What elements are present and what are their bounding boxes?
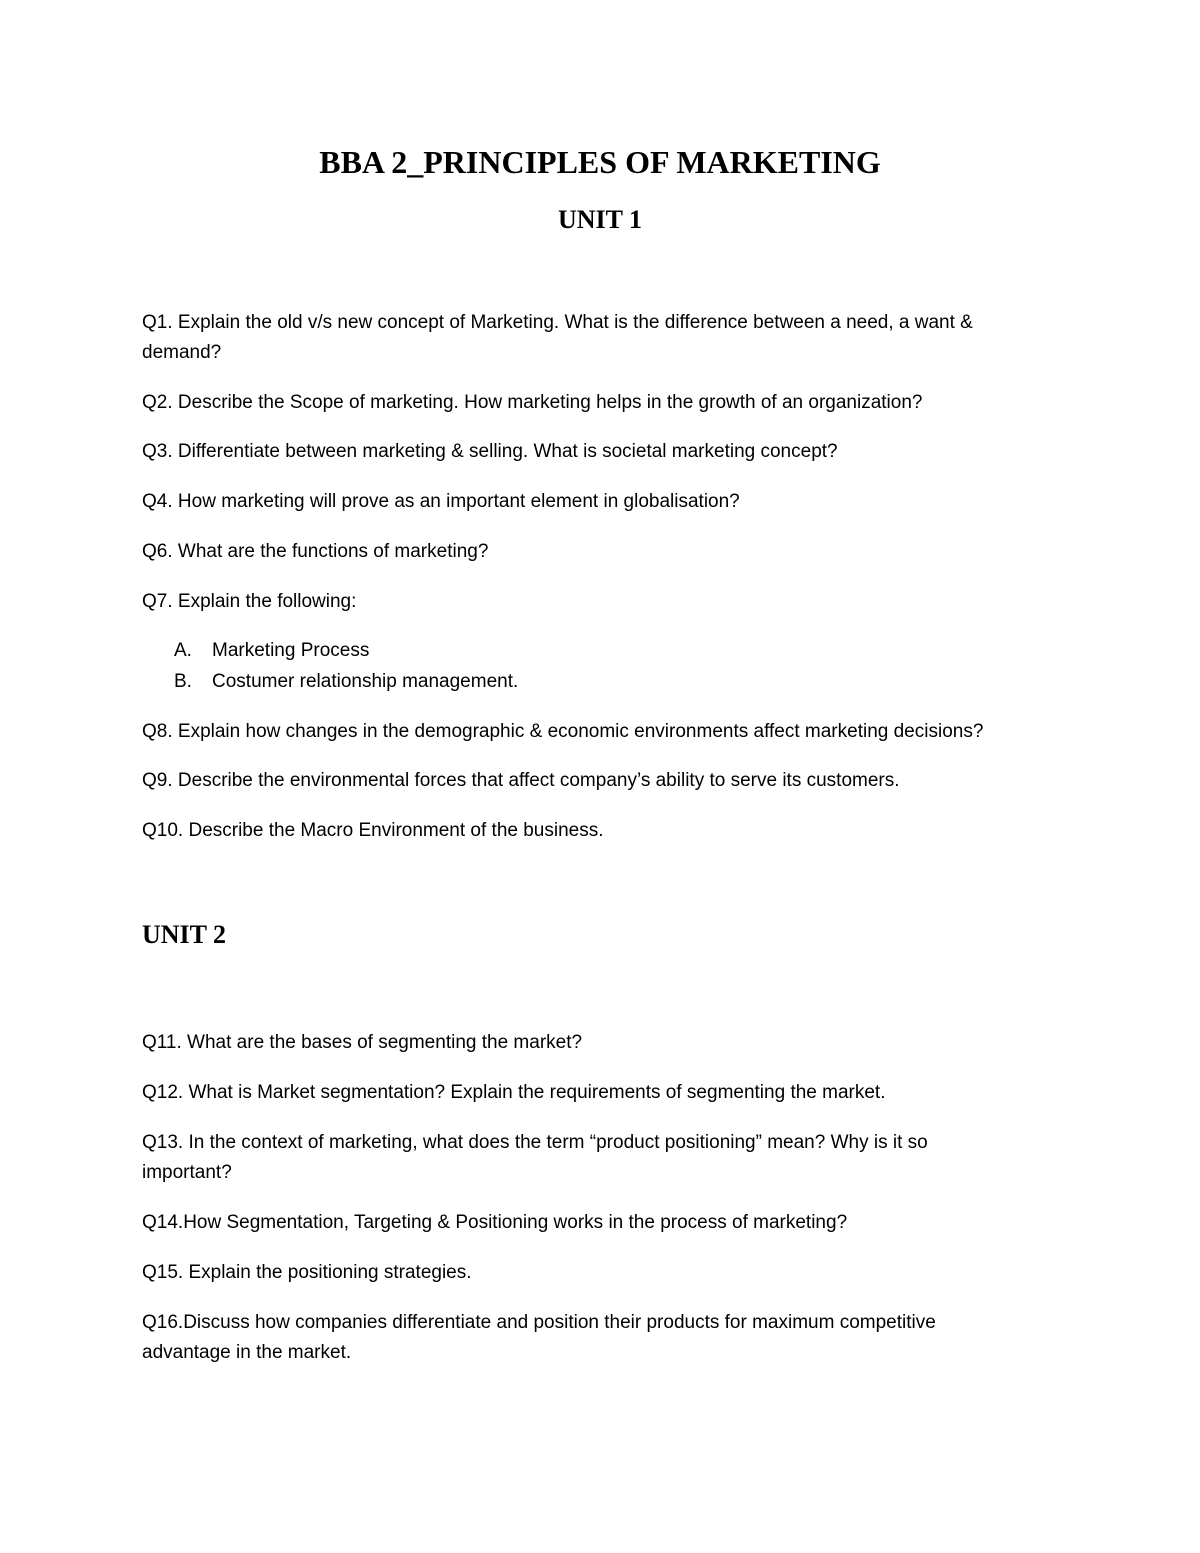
question-q14: Q14.How Segmentation, Targeting & Positioning works in the process of marketing?: [142, 1212, 848, 1233]
question-q6: Q6. What are the functions of marketing?: [142, 541, 489, 562]
q7-item-b: [174, 667, 518, 697]
question-q12: Q12. What is Market segmentation? Explain the requirements of segmenting the market.: [142, 1082, 886, 1103]
question-q16: Q16.Discuss how companies differentiate and position their products for maximum competitive advantage in the market.: [142, 1312, 936, 1363]
q7-item-b-text: Costumer relationship management.: [212, 671, 519, 692]
q7-item-a-letter: A.: [174, 640, 192, 661]
question-q1: Q1. Explain the old v/s new concept of Marketing. What is the difference between a need, a want & demand?: [142, 312, 973, 363]
question-q9: Q9. Describe the environmental forces that affect company’s ability to serve its customers.: [142, 770, 900, 791]
question-q15: Q15. Explain the positioning strategies.: [142, 1262, 472, 1283]
q7-item-b-letter: B.: [174, 671, 192, 692]
question-q7: Q7. Explain the following:: [142, 591, 357, 612]
unit-2-heading: UNIT 2: [142, 920, 227, 949]
question-q4: Q4. How marketing will prove as an important element in globalisation?: [142, 491, 740, 512]
unit-1-heading: UNIT 1: [557, 205, 643, 234]
q7-item-a-text: Marketing Process: [212, 640, 370, 661]
q7-item-a: [174, 636, 369, 666]
document-title: BBA 2_PRINCIPLES OF MARKETING: [319, 144, 881, 180]
question-q8: Q8. Explain how changes in the demographic & economic environments affect marketing decisions?: [142, 721, 984, 742]
question-q13: Q13. In the context of marketing, what does the term “product positioning” mean? Why is it so important?: [142, 1132, 928, 1183]
question-q11: Q11. What are the bases of segmenting the market?: [142, 1032, 583, 1053]
question-q2: Q2. Describe the Scope of marketing. How marketing helps in the growth of an organization?: [142, 392, 923, 413]
question-q10: Q10. Describe the Macro Environment of the business.: [142, 820, 604, 841]
question-q3: Q3. Differentiate between marketing & selling. What is societal marketing concept?: [142, 441, 838, 462]
